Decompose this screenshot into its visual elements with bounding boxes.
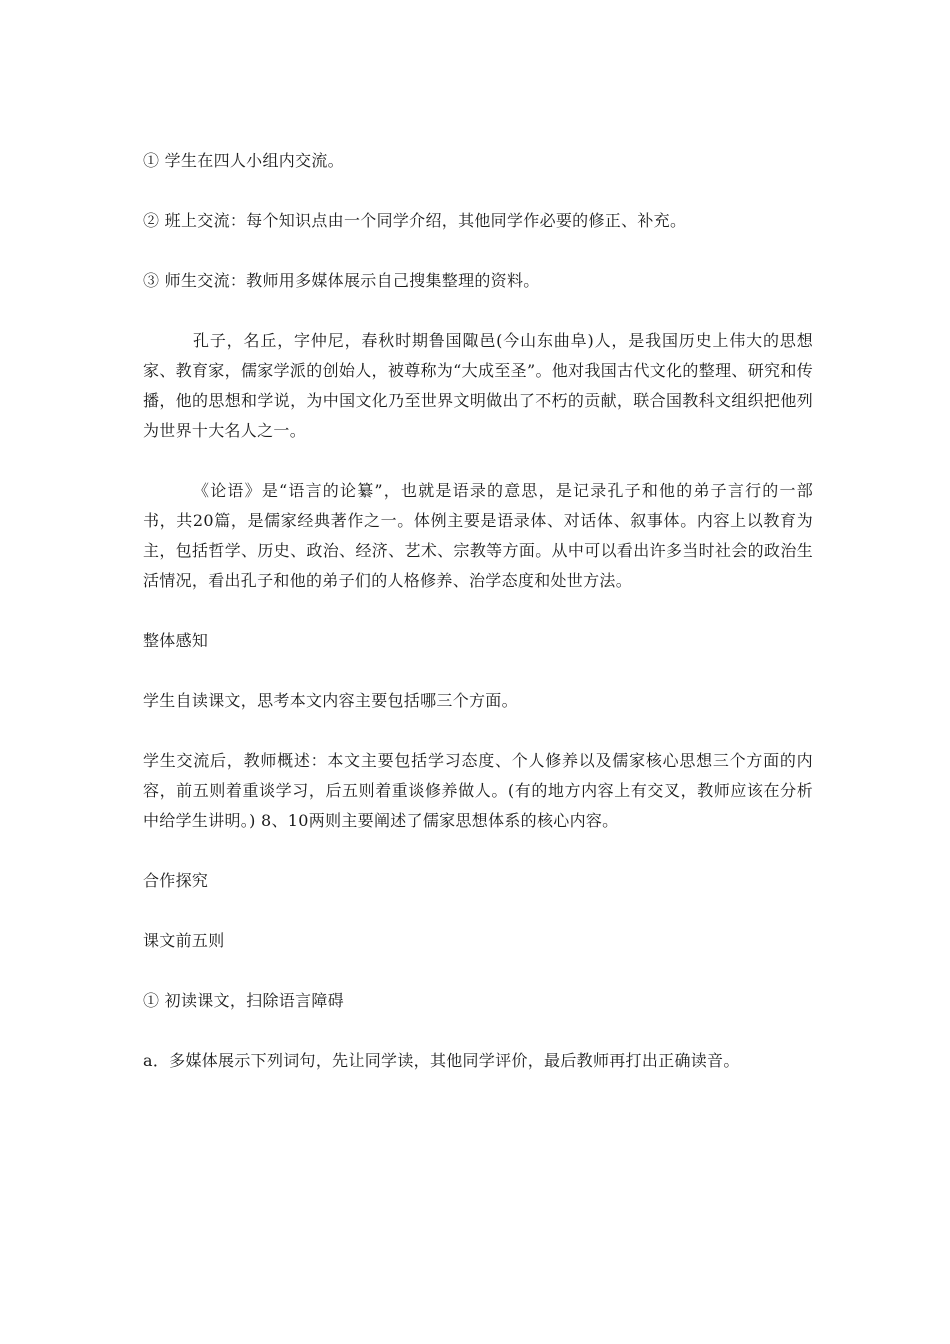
heading-cooperative-inquiry: 合作探究 [143,871,209,890]
paragraph-multimedia-display: a．多媒体展示下列词句，先让同学读，其他同学评价，最后教师再打出正确读音。 [143,1051,740,1070]
paragraph-teacher-summary: 学生交流后，教师概述：本文主要包括学习态度、个人修养以及儒家核心思想三个方面的内容，前五则着重谈学习，后五则着重谈修养做人。(有的地方内容上有交叉，教师应该在分析中给学生讲明。) 8、10两则主要阐述了儒家思想体系的核心内容。 [143,751,813,830]
heading-overall-perception: 整体感知 [143,631,209,650]
paragraph-class-exchange: ② 班上交流：每个知识点由一个同学介绍，其他同学作必要的修正、补充。 [143,211,687,230]
document-body [143,146,813,1076]
paragraph-first-reading: ① 初读课文，扫除语言障碍 [143,991,344,1010]
heading-first-five: 课文前五则 [143,931,225,950]
paragraph-analects-intro: 《论语》是“语言的论纂”，也就是语录的意思，是记录孔子和他的弟子言行的一部书，共20篇，是儒家经典著作之一。体例主要是语录体、对话体、叙事体。内容上以教育为主，包括哲学、历史、政治、经济、艺术、宗教等方面。从中可以看出许多当时社会的政治生活情况，看出孔子和他的弟子们的人格修养、治学态度和处世方法。 [143,481,813,590]
paragraph-teacher-exchange: ③ 师生交流：教师用多媒体展示自己搜集整理的资料。 [143,271,540,290]
paragraph-self-reading: 学生自读课文，思考本文内容主要包括哪三个方面。 [143,691,518,710]
paragraph-confucius-intro: 孔子，名丘，字仲尼，春秋时期鲁国陬邑(今山东曲阜)人，是我国历史上伟大的思想家、教育家，儒家学派的创始人，被尊称为“大成至圣”。他对我国古代文化的整理、研究和传播，他的思想和学说，为中国文化乃至世界文明做出了不朽的贡献，联合国教科文组织把他列为世界十大名人之一。 [143,331,813,440]
paragraph-group-exchange: ① 学生在四人小组内交流。 [143,151,344,170]
